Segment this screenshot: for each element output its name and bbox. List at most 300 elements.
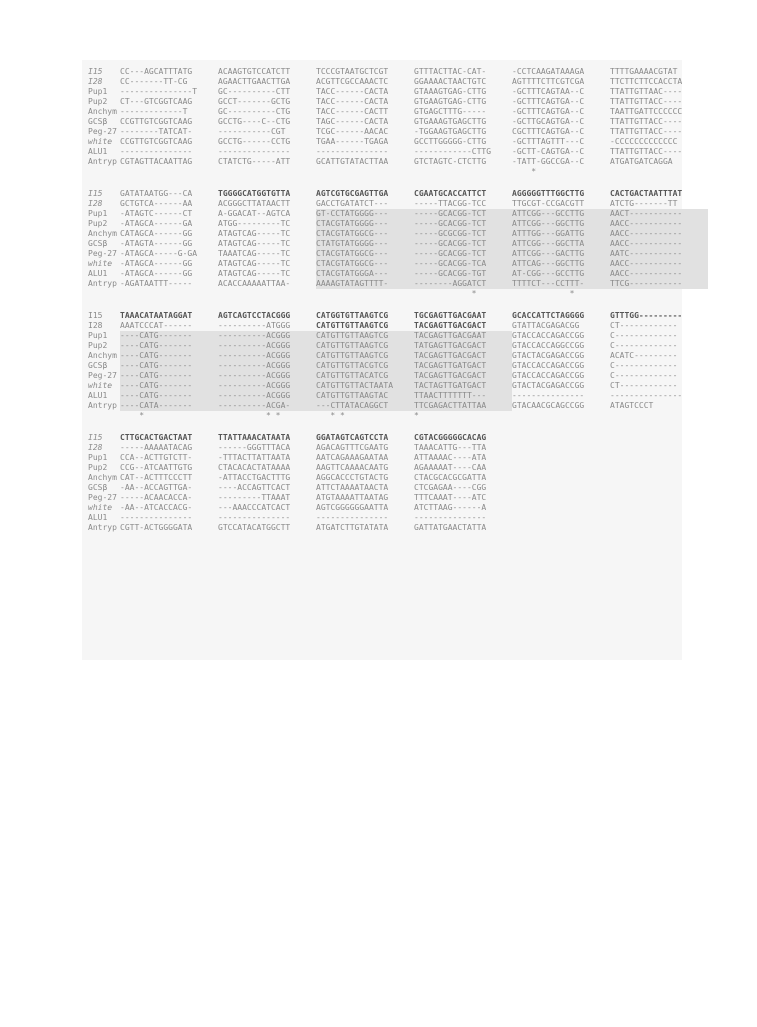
sequence-segment: GTACTACGAGACCGG — [512, 381, 585, 390]
sequence-segment: AATCAGAAAGAATAA — [316, 453, 389, 462]
sequence-row — [88, 107, 708, 117]
sequence-label: Peg-27 — [88, 371, 117, 380]
sequence-label: Pup1 — [88, 331, 108, 340]
sequence-segment: TACGAGTTGACGAAT — [414, 331, 512, 341]
sequence-segment: TTATTGTTACC---- — [610, 97, 683, 106]
sequence-segment: --------------- — [512, 391, 585, 400]
sequence-row — [88, 127, 708, 137]
sequence-segment: ------GGGTTTACA — [218, 443, 291, 452]
sequence-segment: ----------ACGGG — [218, 391, 316, 401]
sequence-segment: ATTTGG---GGATTG — [512, 229, 610, 239]
sequence-segment: --------------- — [120, 513, 193, 522]
sequence-segment: ATTCAG---GGCTTG — [512, 259, 610, 269]
sequence-segment: -----GCACGG-TCT — [414, 209, 512, 219]
sequence-label: ALU1 — [88, 147, 108, 156]
sequence-label: ALU1 — [88, 513, 108, 522]
sequence-segment: --------TATCAT- — [120, 127, 193, 136]
sequence-row — [88, 443, 512, 453]
sequence-segment: -----------CGT — [218, 127, 286, 136]
sequence-segment: ATAGTCAG-----TC — [218, 239, 291, 248]
sequence-segment: GTGAAGTGAG-CTTG — [414, 97, 487, 106]
sequence-segment: AACC----------- — [610, 219, 708, 229]
sequence-segment: GTAAAGTGAG-CTTG — [414, 87, 487, 96]
sequence-row — [88, 321, 708, 331]
sequence-segment: -AA--ACCAGTTGA- — [120, 483, 193, 492]
sequence-segment: ----------ACGGG — [218, 331, 316, 341]
sequence-segment: GTACAACGCAGCCGG — [512, 401, 585, 410]
sequence-row — [88, 401, 708, 411]
sequence-row — [88, 249, 708, 259]
sequence-segment: ----CATG------- — [120, 391, 218, 401]
sequence-segment: ATGATCTTGTATATA — [316, 523, 389, 532]
sequence-segment: -ATAGCA-----G-GA — [120, 249, 198, 258]
sequence-segment: -----AAAAATACAG — [120, 443, 193, 452]
sequence-label: ALU1 — [88, 391, 108, 400]
sequence-segment: AGAACTTGAACTTGA — [218, 77, 291, 86]
sequence-label: Pup2 — [88, 341, 108, 350]
sequence-row — [88, 137, 708, 147]
sequence-segment: -ATAGTC------CT — [120, 209, 193, 218]
sequence-segment: TATGAGTTGACGACT — [414, 341, 512, 351]
sequence-row — [88, 391, 708, 401]
sequence-segment: TAATTGATTCCCCCC — [610, 107, 683, 116]
conservation-row — [88, 167, 708, 177]
sequence-segment: -----GCACGG-TCT — [414, 219, 512, 229]
sequence-row — [88, 361, 708, 371]
sequence-segment: TTTCAAAT----ATC — [414, 493, 487, 502]
sequence-segment: ----CATG------- — [120, 341, 218, 351]
sequence-segment: -AA--ATCACCACG- — [120, 503, 193, 512]
sequence-segment: ----CATG------- — [120, 331, 218, 341]
sequence-segment: GCCTG------CCTG — [218, 137, 291, 146]
sequence-label: Pup1 — [88, 453, 108, 462]
sequence-row — [88, 371, 708, 381]
sequence-label: GCSβ — [88, 239, 108, 248]
sequence-row — [88, 483, 512, 493]
sequence-segment: AACC----------- — [610, 259, 708, 269]
sequence-segment: CTACGCACGCGATTA — [414, 473, 487, 482]
sequence-segment: ----------ACGGG — [218, 361, 316, 371]
sequence-segment: CATGTTGTTAAGTCG — [316, 351, 414, 361]
sequence-segment: TTAACTTTTTTT--- — [414, 391, 512, 401]
sequence-segment: -GCTTTAGTTT---C — [512, 137, 585, 146]
sequence-segment: GTTTGG--------- — [610, 311, 683, 320]
sequence-segment: CATGGTGTTAAGTCG — [316, 311, 389, 320]
sequence-label: white — [88, 503, 113, 512]
sequence-segment: CATGTTGTTACTAATA — [316, 381, 414, 391]
sequence-segment: TACGAGTTGACGACT — [414, 351, 512, 361]
sequence-segment: TAAACATTG---TTA — [414, 443, 487, 452]
sequence-label: I28 — [88, 199, 103, 208]
sequence-segment: C------------- — [610, 371, 678, 380]
sequence-segment: --------------- — [316, 147, 389, 156]
sequence-segment: ATCTTAAG------A — [414, 503, 487, 512]
sequence-row — [88, 513, 512, 523]
sequence-segment: -CCTCAAGATAAAGA — [512, 67, 585, 76]
sequence-row — [88, 351, 708, 361]
sequence-segment: -ATAGCA------GG — [120, 269, 193, 278]
sequence-segment: ATTCTAAAATAACTA — [316, 483, 389, 492]
sequence-row — [88, 189, 708, 199]
sequence-label: white — [88, 137, 113, 146]
sequence-segment: ACGTTCGCCAAACTC — [316, 77, 389, 86]
sequence-segment: -GCTTGCAGTGA--C — [512, 117, 585, 126]
sequence-segment: AACC----------- — [610, 239, 708, 249]
sequence-segment: TTATTGTTACC---- — [610, 147, 683, 156]
sequence-segment: ATAGTCAG-----TC — [218, 269, 291, 278]
sequence-segment: C------------- — [610, 361, 678, 370]
sequence-segment: AGGCACCCTGTACTG — [316, 473, 389, 482]
sequence-segment: TGAA------TGAGA — [316, 137, 389, 146]
sequence-segment: TACC------CACTA — [316, 87, 389, 96]
sequence-segment: GTACCACCAGACCGG — [512, 331, 585, 340]
sequence-segment: CGCTTTCAGTGA--C — [512, 127, 585, 136]
sequence-segment: CACTGACTAATTTAT — [610, 189, 683, 198]
sequence-segment: AGTCGTGCGAGTTGA — [316, 189, 389, 198]
conservation-mark: * — [340, 411, 345, 420]
sequence-row — [88, 77, 708, 87]
sequence-segment: GCCTG----C--CTG — [218, 117, 291, 126]
sequence-row — [88, 117, 708, 127]
sequence-segment: CCGTTGTCGGTCAAG — [120, 117, 193, 126]
alignment-block — [88, 433, 512, 543]
sequence-segment: AGTCAGTCCTACGGG — [218, 311, 291, 320]
sequence-segment: GCATTGTATACTTAA — [316, 157, 389, 166]
sequence-segment: --------------- — [414, 513, 487, 522]
sequence-segment: CAT--ACTTTCCCTT — [120, 473, 193, 482]
alignment-block — [88, 189, 708, 299]
sequence-segment: CTACGTATGGCG--- — [316, 259, 414, 269]
sequence-segment: GTACCACCAGACCGG — [512, 361, 585, 370]
conservation-mark: * — [275, 411, 281, 420]
sequence-label: white — [88, 381, 113, 390]
sequence-label: I28 — [88, 321, 103, 330]
sequence-segment: CTCGAGAA----CGG — [414, 483, 487, 492]
sequence-segment: ---------------T — [120, 87, 198, 96]
conservation-mark: * — [531, 167, 537, 176]
sequence-segment: ----------ACGA- — [218, 401, 316, 411]
sequence-label: Pup2 — [88, 463, 108, 472]
sequence-segment: ---AAACCCATCACT — [218, 503, 291, 512]
sequence-segment: --------------- — [218, 513, 291, 522]
sequence-segment: AGAAAAAT----CAA — [414, 463, 487, 472]
sequence-segment: ----------ATGGG — [218, 321, 291, 330]
sequence-segment: CCG--ATCAATTGTG — [120, 463, 193, 472]
sequence-segment: -AGATAATTT----- — [120, 279, 193, 288]
sequence-segment: -----TTACGG-TCC — [414, 199, 487, 208]
sequence-row — [88, 219, 708, 229]
sequence-segment: AGTCGGGGGGAATTA — [316, 503, 389, 512]
sequence-segment: -CCCCCCCCCCCCC — [610, 137, 678, 146]
sequence-segment: CGTAGTTACAATTAG — [120, 157, 193, 166]
conservation-row — [88, 533, 512, 543]
sequence-row — [88, 279, 708, 289]
sequence-segment: CCGTTGTCGGTCAAG — [120, 137, 193, 146]
sequence-segment: GCCT-------GCTG — [218, 97, 291, 106]
sequence-segment: --------AGGATCT — [414, 279, 512, 289]
sequence-segment: ATTAAAAC----ATA — [414, 453, 487, 462]
sequence-segment: CATGTTGTTAAGTCG — [316, 321, 389, 330]
sequence-label: Peg-27 — [88, 493, 117, 502]
sequence-segment: TAGC------CACTA — [316, 117, 389, 126]
alignment-block — [88, 311, 708, 421]
sequence-segment: ATAGTCAG-----TC — [218, 259, 291, 268]
sequence-segment: -----ACAACACCA- — [120, 493, 193, 502]
sequence-segment: ----CATG------- — [120, 381, 218, 391]
sequence-segment: ----CATA------- — [120, 401, 218, 411]
sequence-segment: GTATTACGAGACGG — [512, 321, 580, 330]
sequence-segment: ATTCGG---GCCTTG — [512, 209, 610, 219]
sequence-segment: CATAGCA------GG — [120, 229, 193, 238]
sequence-segment: CGAATGCACCATTCT — [414, 189, 487, 198]
sequence-segment: GTGAAAGTGAGCTTG — [414, 117, 487, 126]
sequence-segment: GTACCACCAGACCGG — [512, 371, 585, 380]
sequence-row — [88, 67, 708, 77]
sequence-segment: C------------- — [610, 341, 678, 350]
sequence-row — [88, 311, 708, 321]
conservation-row — [88, 411, 708, 421]
sequence-row — [88, 453, 512, 463]
sequence-segment: ----CATG------- — [120, 351, 218, 361]
sequence-segment: CC-------TT-CG — [120, 77, 188, 86]
conservation-mark: * — [414, 411, 419, 420]
sequence-segment: TTCG----------- — [610, 279, 708, 289]
sequence-segment: ---------TTAAAT — [218, 493, 291, 502]
sequence-segment: -ATTACCTGACTTTG — [218, 473, 291, 482]
sequence-segment: CTTGCACTGACTAAT — [120, 433, 193, 442]
sequence-segment: GTACCACCAGGCCGG — [512, 341, 585, 350]
sequence-segment: TACGAGTTGACGACT — [414, 371, 512, 381]
sequence-segment: CT------------ — [610, 321, 678, 330]
conservation-mark: * — [471, 289, 477, 298]
sequence-segment: GC----------CTG — [218, 107, 291, 116]
sequence-row — [88, 97, 708, 107]
sequence-segment: ACGGGCTTATAACTT — [218, 199, 291, 208]
sequence-row — [88, 209, 708, 219]
sequence-segment: TACGAGTTGATGACT — [414, 361, 512, 371]
sequence-segment: --------------- — [610, 391, 683, 400]
sequence-segment: -TATT-GGCCGA--C — [512, 157, 585, 166]
sequence-segment: GGATAGTCAGTCCTA — [316, 433, 389, 442]
sequence-segment: CATGTTGTTAAGTCG — [316, 341, 414, 351]
sequence-label: I28 — [88, 77, 103, 86]
sequence-segment: ATTCGG---GGCTTG — [512, 219, 610, 229]
conservation-mark: * — [330, 411, 336, 420]
sequence-segment: ----------ACGGG — [218, 351, 316, 361]
sequence-segment: ATTCGG---GGCTTA — [512, 239, 610, 249]
sequence-label: Anchym — [88, 107, 117, 116]
sequence-segment: -----GCACGG-TCT — [414, 249, 512, 259]
sequence-segment: CATGTTGTTAAGTAC — [316, 391, 414, 401]
sequence-segment: ACACCAAAAATTAA- — [218, 279, 291, 288]
sequence-segment: TTCGAGACTTATTAA — [414, 401, 512, 411]
sequence-segment: CT------------ — [610, 381, 678, 390]
sequence-segment: -GCTTTCAGTGA--C — [512, 97, 585, 106]
sequence-segment: GTGAGCTTTG----- — [414, 107, 487, 116]
sequence-row — [88, 259, 708, 269]
sequence-segment: TACC------CACTA — [316, 97, 389, 106]
sequence-segment: TACTAGTTGATGACT — [414, 381, 512, 391]
sequence-segment: ATGTAAAATTAATAG — [316, 493, 389, 502]
sequence-segment: GATATAATGG---CA — [120, 189, 193, 198]
sequence-row — [88, 433, 512, 443]
sequence-segment: GTCCATACATGGCTT — [218, 523, 291, 532]
sequence-segment: ATTCGG---GACTTG — [512, 249, 610, 259]
sequence-segment: -GCTTTCAGTAA--C — [512, 87, 585, 96]
sequence-segment: ATGG---------TC — [218, 219, 291, 228]
conservation-mark: * — [266, 411, 271, 420]
sequence-segment: -----GCGCGG-TCT — [414, 229, 512, 239]
sequence-row — [88, 157, 708, 167]
sequence-segment: ATGATGATCAGGA — [610, 157, 673, 166]
sequence-segment: AACC----------- — [610, 269, 708, 279]
conservation-mark: * — [139, 411, 145, 420]
sequence-segment: -ATAGCA------GA — [120, 219, 193, 228]
sequence-segment: ACAAGTGTCCATCTT — [218, 67, 291, 76]
sequence-label: I28 — [88, 443, 103, 452]
sequence-segment: TTTTCT---CCTTT- — [512, 279, 610, 289]
sequence-segment: TTCTTCTTCCACCTA — [610, 77, 683, 86]
sequence-segment: GTACTACGAGACCGG — [512, 351, 585, 360]
sequence-segment: GGAAAACTAACTGTC — [414, 77, 487, 86]
sequence-segment: GTCTAGTC-CTCTTG — [414, 157, 487, 166]
sequence-label: Anchym — [88, 473, 117, 482]
conservation-mark: * — [569, 289, 575, 298]
sequence-segment: ATCTG-------TT — [610, 199, 678, 208]
sequence-segment: -TGGAAGTGAGCTTG — [414, 127, 487, 136]
sequence-label: I15 — [88, 311, 103, 320]
sequence-segment: GCTGTCA------AA — [120, 199, 193, 208]
sequence-label: I15 — [88, 189, 103, 198]
sequence-segment: AAAAGTATAGTTTT- — [316, 279, 414, 289]
sequence-segment: CATGTTGTTAAGTCG — [316, 331, 414, 341]
sequence-label: Pup1 — [88, 209, 108, 218]
sequence-segment: TTGCGT-CCGACGTT — [512, 199, 585, 208]
sequence-row — [88, 331, 708, 341]
sequence-segment: AGGGGGTTTGGCTTG — [512, 189, 585, 198]
sequence-segment: CTACGTATGGCG--- — [316, 229, 414, 239]
sequence-label: Anchym — [88, 351, 117, 360]
sequence-row — [88, 463, 512, 473]
sequence-segment: C------------- — [610, 331, 678, 340]
sequence-segment: CATGTTGTTACATCG — [316, 371, 414, 381]
sequence-label: I15 — [88, 433, 103, 442]
sequence-segment: AATC----------- — [610, 249, 708, 259]
sequence-segment: -------------T — [120, 107, 188, 116]
sequence-segment: CTACGTATGGGG--- — [316, 219, 414, 229]
sequence-segment: CTATGTATGGGG--- — [316, 239, 414, 249]
sequence-row — [88, 473, 512, 483]
sequence-segment: CC---AGCATTTATG — [120, 67, 193, 76]
sequence-segment: --------------- — [316, 513, 389, 522]
sequence-segment: ----CATG------- — [120, 361, 218, 371]
sequence-segment: -----GCACGG-TCA — [414, 259, 512, 269]
sequence-segment: --------------- — [120, 147, 193, 156]
sequence-segment: TACGAGTTGACGACT — [414, 321, 487, 330]
sequence-segment: CTACACACTATAAAA — [218, 463, 291, 472]
sequence-segment: AACT----------- — [610, 209, 708, 219]
sequence-segment: AGTTTTCTTCGTCGA — [512, 77, 585, 86]
sequence-segment: AGACAGTTTCGAATG — [316, 443, 389, 452]
sequence-label: Antryp — [88, 157, 117, 166]
sequence-segment: GATTATGAACTATTA — [414, 523, 487, 532]
sequence-label: I15 — [88, 67, 103, 76]
sequence-segment: -GCTT-CAGTGA--C — [512, 147, 585, 156]
sequence-row — [88, 269, 708, 279]
sequence-row — [88, 493, 512, 503]
sequence-segment: -ATAGCA------GG — [120, 259, 193, 268]
sequence-segment: ACATC--------- — [610, 351, 678, 360]
sequence-segment: -----GCACGG-TGT — [414, 269, 512, 279]
sequence-segment: CTACGTATGGCG--- — [316, 249, 414, 259]
sequence-segment: -----GCACGG-TCT — [414, 239, 512, 249]
sequence-segment: TTATTAAACATAATA — [218, 433, 291, 442]
sequence-segment: GACCTGATATCT--- — [316, 199, 389, 208]
sequence-label: Antryp — [88, 401, 117, 410]
sequence-segment: ----------ACGGG — [218, 371, 316, 381]
sequence-segment: CTACGTATGGGA--- — [316, 269, 414, 279]
sequence-label: GCSβ — [88, 117, 108, 126]
sequence-label: Anchym — [88, 229, 117, 238]
sequence-label: Pup1 — [88, 87, 108, 96]
sequence-row — [88, 147, 708, 157]
sequence-segment: TTATTGTTAAC---- — [610, 87, 683, 96]
sequence-segment: ATAGTCCCT — [610, 401, 654, 410]
sequence-segment: TACC------CACTT — [316, 107, 389, 116]
sequence-segment: GC----------CTT — [218, 87, 291, 96]
sequence-segment: GT-CCTATGGGG--- — [316, 209, 414, 219]
sequence-label: Peg-27 — [88, 249, 117, 258]
sequence-segment: TCCCGTAATGCTCGT — [316, 67, 389, 76]
sequence-segment: -TTTACTTATTAATA — [218, 453, 291, 462]
sequence-segment: TAAATCAG-----TC — [218, 249, 291, 258]
sequence-row — [88, 381, 708, 391]
sequence-row — [88, 229, 708, 239]
sequence-segment: AAATCCCAT------ — [120, 321, 193, 330]
sequence-row — [88, 523, 512, 533]
sequence-row — [88, 199, 708, 209]
sequence-segment: GTTTACTTAC-CAT- — [414, 67, 487, 76]
sequence-segment: AT-CGG---GCCTTG — [512, 269, 610, 279]
sequence-label: GCSβ — [88, 361, 108, 370]
sequence-segment: TGCGAGTTGACGAAT — [414, 311, 487, 320]
conservation-row — [88, 289, 708, 299]
sequence-segment: TTATTGTTACC---- — [610, 127, 683, 136]
sequence-segment: ATAGTCAG-----TC — [218, 229, 291, 238]
sequence-segment: ----CATG------- — [120, 371, 218, 381]
sequence-segment: TCGC------AACAC — [316, 127, 389, 136]
sequence-segment: AAGTTCAAAACAATG — [316, 463, 389, 472]
sequence-segment: ---CTTATACAGGCT — [316, 401, 414, 411]
sequence-segment: GCCTTGGGGG-CTTG — [414, 137, 487, 146]
sequence-segment: CATGTTGTTACGTCG — [316, 361, 414, 371]
sequence-label: Pup2 — [88, 219, 108, 228]
sequence-label: Antryp — [88, 523, 117, 532]
sequence-segment: AACC----------- — [610, 229, 708, 239]
sequence-row — [88, 87, 708, 97]
sequence-segment: ----ACCAGTTCACT — [218, 483, 291, 492]
sequence-label: Peg-27 — [88, 127, 117, 136]
sequence-label: white — [88, 259, 113, 268]
sequence-segment: ----------ACGGG — [218, 341, 316, 351]
sequence-row — [88, 239, 708, 249]
sequence-row — [88, 503, 512, 513]
sequence-segment: TGGGGCATGGTGTTA — [218, 189, 291, 198]
sequence-segment: --------------- — [218, 147, 291, 156]
sequence-label: GCSβ — [88, 483, 108, 492]
sequence-segment: CGTACGGGGGCACAG — [414, 433, 487, 442]
sequence-segment: CTATCTG-----ATT — [218, 157, 291, 166]
